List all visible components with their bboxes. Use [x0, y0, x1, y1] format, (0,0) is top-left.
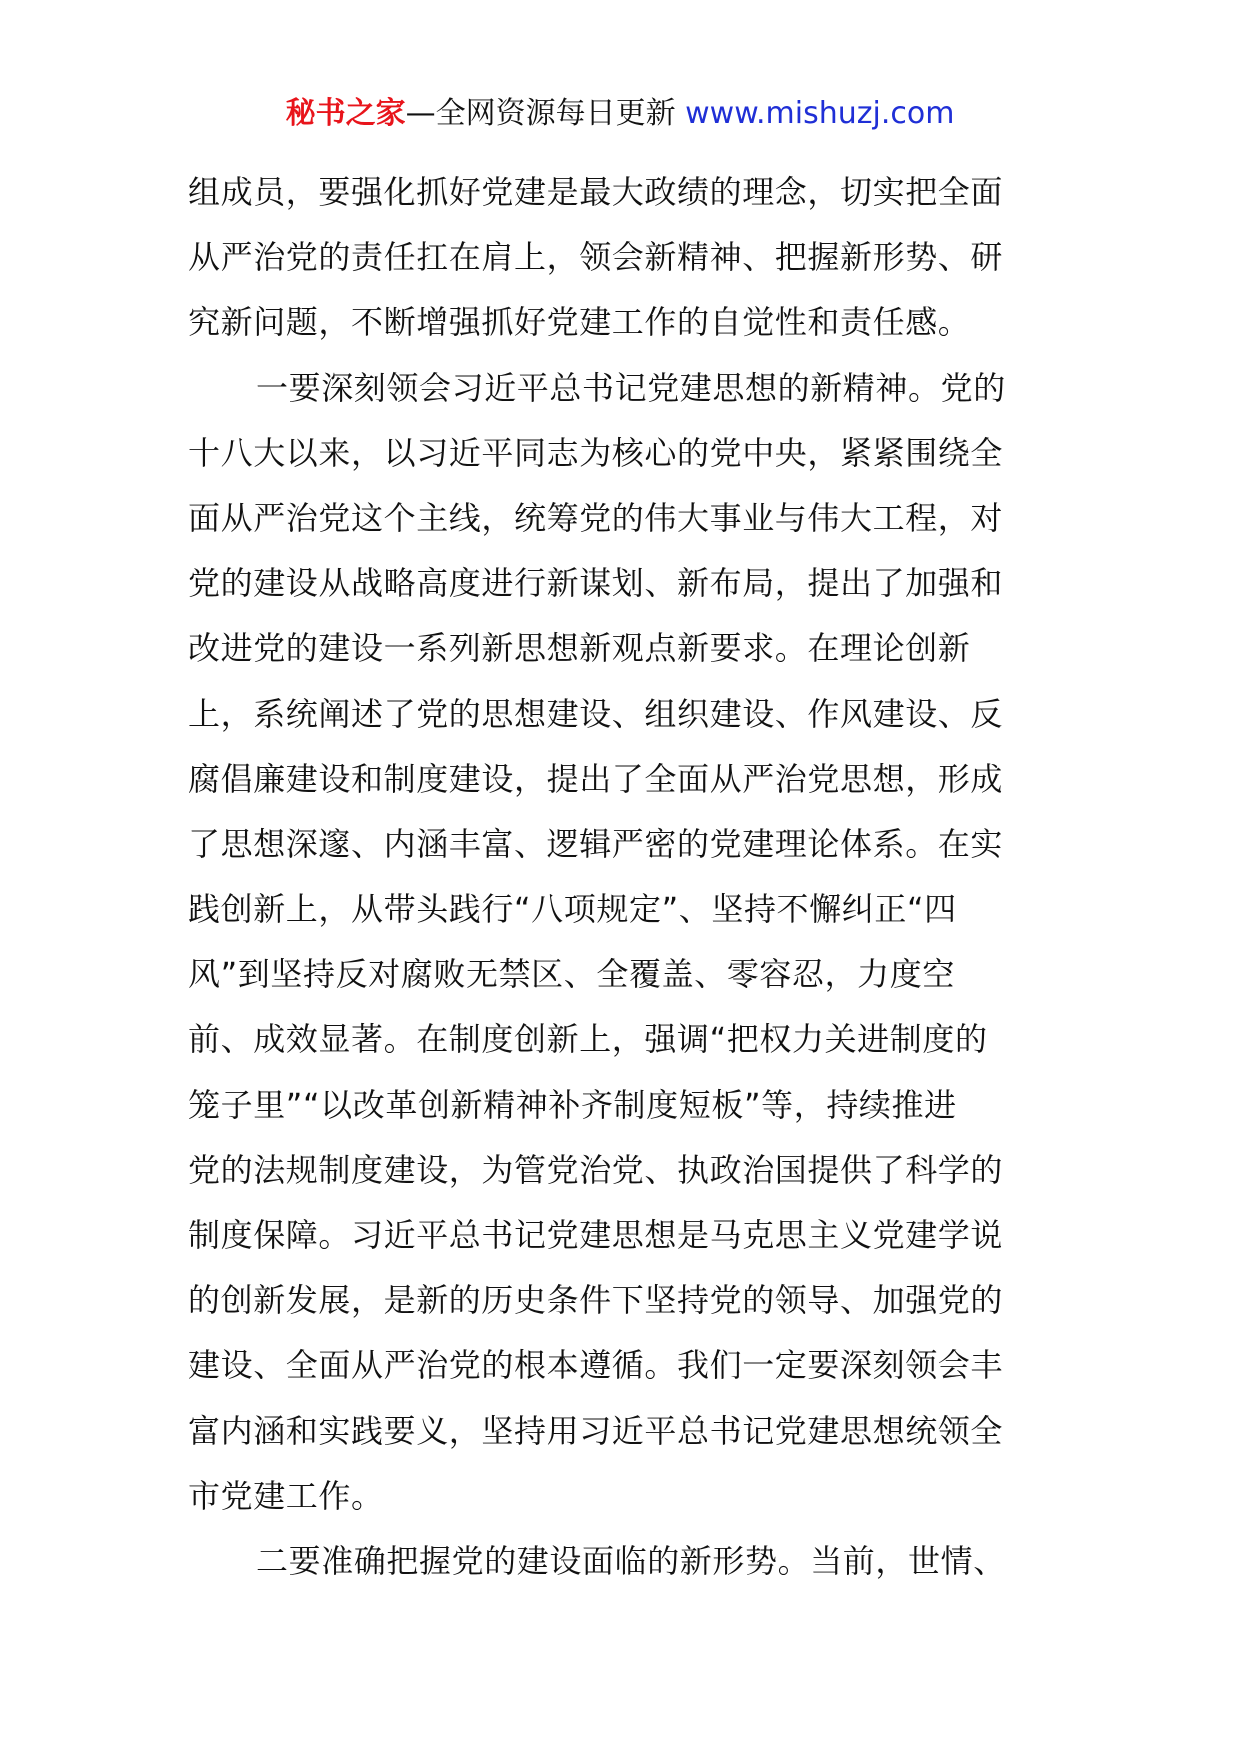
text-line: 二要准确把握党的建设面临的新形势。当前，世情、	[256, 1541, 1006, 1580]
text-line: 制度保障。习近平总书记党建思想是马克思主义党建学说	[188, 1216, 1004, 1254]
text-line: 市党建工作。	[188, 1476, 384, 1515]
text-line: 党的建设从战略高度进行新谋划、新布局，提出了加强和	[188, 564, 1004, 603]
paragraph-second-point	[188, 1529, 1058, 1594]
text-line: 践创新上，从带头践行“八项规定”、坚持不懈纠正“四	[188, 890, 957, 929]
document-body	[188, 160, 1058, 1594]
header-slogan: —全网资源每日更新	[405, 96, 686, 131]
text-line: 党的法规制度建设，为管党治党、执政治国提供了科学的	[188, 1150, 1004, 1189]
text-line: 改进党的建设一系列新思想新观点新要求。在理论创新	[188, 629, 971, 668]
text-line: 笼子里”“以改革创新精神补齐制度短板”等，持续推进	[188, 1085, 957, 1124]
text-line: 腐倡廉建设和制度建设，提出了全面从严治党思想，形成	[188, 759, 1004, 798]
text-line: 究新问题，不断增强抓好党建工作的自觉性和责任感。	[188, 303, 971, 342]
text-line: 十八大以来，以习近平同志为核心的党中央，紧紧围绕全	[188, 433, 1004, 472]
text-line: 的创新发展，是新的历史条件下坚持党的领导、加强党的	[188, 1281, 1004, 1320]
text-line: 组成员，要强化抓好党建是最大政绩的理念，切实把全面	[188, 173, 1004, 211]
text-line: 上，系统阐述了党的思想建设、组织建设、作风建设、反	[188, 694, 1004, 733]
text-line: 面从严治党这个主线，统筹党的伟大事业与伟大工程，对	[188, 498, 1004, 537]
text-line: 前、成效显著。在制度创新上，强调“把权力关进制度的	[188, 1020, 988, 1059]
page-header	[0, 94, 1240, 134]
text-line: 风”到坚持反对腐败无禁区、全覆盖、零容忍，力度空	[188, 955, 955, 994]
text-line: 从严治党的责任扛在肩上，领会新精神、把握新形势、研	[188, 238, 1004, 277]
text-line: 富内涵和实践要义，坚持用习近平总书记党建思想统领全	[188, 1411, 1004, 1450]
text-line: 建设、全面从严治党的根本遵循。我们一定要深刻领会丰	[188, 1346, 1004, 1385]
text-line: 一要深刻领会习近平总书记党建思想的新精神。党的	[256, 368, 1006, 407]
website-link[interactable]: www.mishuzj.com	[685, 96, 955, 131]
paragraph-first-point	[188, 356, 1058, 1529]
paragraph-continuation	[188, 160, 1058, 356]
text-line: 了思想深邃、内涵丰富、逻辑严密的党建理论体系。在实	[188, 824, 1004, 863]
brand-name: 秘书之家	[285, 96, 406, 131]
